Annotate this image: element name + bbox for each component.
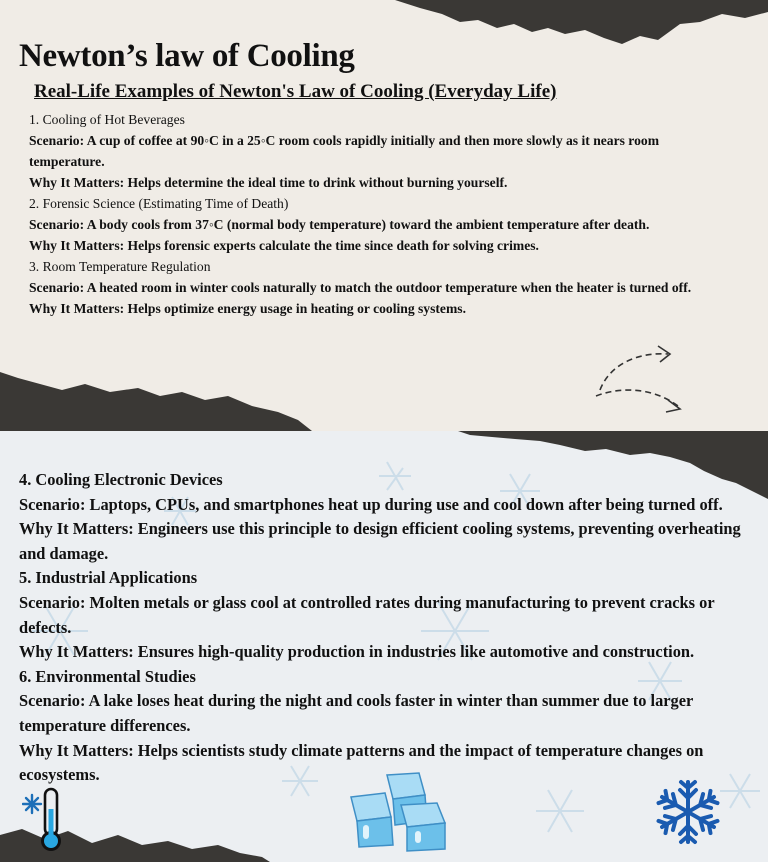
- section-heading: 6. Environmental Studies: [19, 666, 196, 686]
- section-why: Why It Matters: Engineers use this principle to design efficient cooling systems, preventing overheating and damage.: [19, 519, 741, 563]
- ice-cubes-icon: [345, 769, 453, 853]
- section-scenario: Scenario: Molten metals or glass cool at controlled rates during manufacturing to prevent cracks or defects.: [19, 592, 715, 637]
- section-why: Why It Matters: Ensures high-quality production in industries like automotive and construction.: [19, 642, 695, 662]
- section-why: Why It Matters: Helps forensic experts calculate the time since death for solving crimes.: [29, 238, 539, 253]
- section-heading: 1. Cooling of Hot Beverages: [29, 112, 185, 127]
- thermometer-icon: [22, 783, 66, 855]
- section-heading: 4. Cooling Electronic Devices: [19, 470, 223, 489]
- page-title: Newton’s law of Cooling: [19, 38, 355, 74]
- snowflake-icon: [654, 777, 722, 847]
- curved-arrows-icon: [592, 342, 688, 418]
- section-why: Why It Matters: Helps optimize energy usage in heating or cooling systems.: [29, 301, 466, 316]
- section-scenario: Scenario: A cup of coffee at 90◦C in a 25◦C room cools rapidly initially and then more slowly as it nears room temperature.: [29, 133, 660, 169]
- section-why: Why It Matters: Helps determine the ideal time to drink without burning yourself.: [29, 175, 508, 190]
- section-heading: 5. Industrial Applications: [19, 568, 198, 588]
- bottom-panel: [0, 431, 768, 862]
- section-heading: 2. Forensic Science (Estimating Time of Death): [29, 196, 289, 211]
- section-scenario: Scenario: A lake loses heat during the night and cools faster in winter than summer due to larger temperature differences.: [19, 691, 693, 735]
- page-subtitle: Real-Life Examples of Newton's Law of Cooling (Everyday Life): [34, 81, 557, 102]
- section-scenario: Scenario: A heated room in winter cools naturally to match the outdoor temperature when the heater is turned off.: [29, 280, 692, 295]
- section-why: Why It Matters: Helps scientists study climate patterns and the impact of temperature changes on ecosystems.: [19, 740, 704, 785]
- examples-list-bottom: [19, 468, 759, 788]
- section-scenario: Scenario: A body cools from 37◦C (normal body temperature) toward the ambient temperature after death.: [29, 217, 650, 232]
- examples-list-top: [29, 109, 709, 319]
- section-heading: 3. Room Temperature Regulation: [29, 259, 211, 274]
- section-scenario: Scenario: Laptops, CPUs, and smartphones heat up during use and cool down after being turned off.: [19, 494, 723, 514]
